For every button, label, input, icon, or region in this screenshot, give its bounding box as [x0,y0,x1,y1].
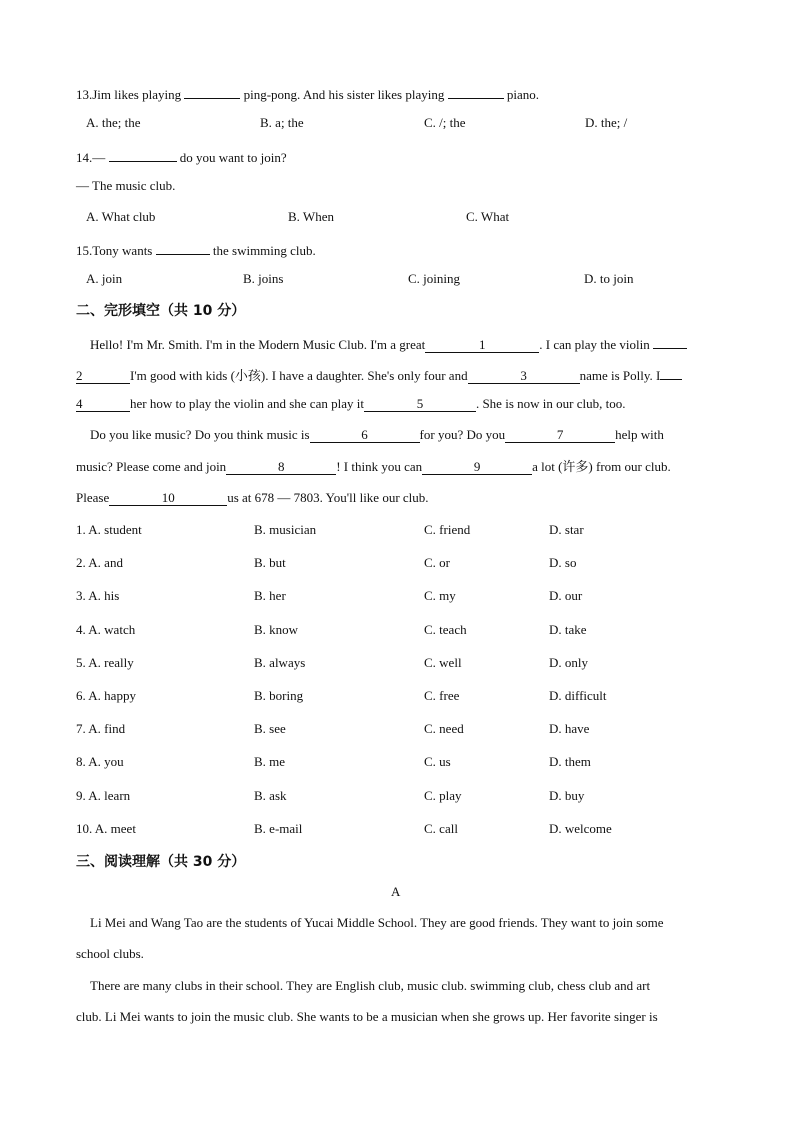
option-b: B. but [254,555,286,570]
q14-number: 14. [76,150,93,165]
cloze-blank-5: 5 [364,397,476,412]
option-d: D. our [549,588,583,603]
option-d: D. buy [549,788,585,803]
cloze-text: name is Polly. I [579,368,661,383]
option-b: B. always [254,655,306,670]
option-d: D. star [549,522,584,537]
option-b: B. see [254,721,286,736]
option-b: B. e-mail [254,821,303,836]
option-a: 3. A. his [76,588,120,603]
q15-option-a: A. join [86,271,123,286]
q14-option-c: C. What [466,209,510,224]
cloze-blank-4: 4 [76,397,130,412]
q14-blank [109,147,177,162]
option-b: B. her [254,588,286,603]
option-d: D. welcome [549,821,612,836]
cloze-blank-8: 8 [226,460,336,475]
reading-line-2: school clubs. [76,946,144,961]
q13-option-b: B. a; the [260,115,304,130]
option-c: C. my [424,588,456,603]
option-d: D. take [549,622,587,637]
cloze-blank-7: 7 [505,428,615,443]
q15-text-1: Tony wants [92,243,153,258]
option-a: 2. A. and [76,555,123,570]
cloze-text: a lot (许多) from our club. [532,459,671,474]
option-a: 6. A. happy [76,688,136,703]
cloze-text: Do you like music? Do you think music is [90,427,310,442]
q14-answer: — The music club. [76,178,176,193]
cloze-line-1 [90,334,687,353]
cloze-text: Please [76,490,110,505]
passage-label: A [391,884,401,899]
option-b: B. musician [254,522,317,537]
option-d: D. difficult [549,688,607,703]
cloze-blank-4-start [660,365,682,380]
option-a: 7. A. find [76,721,126,736]
q14-text: do you want to join? [179,150,287,165]
q13-option-a: A. the; the [86,115,141,130]
question-13 [76,84,539,103]
q13-blank-2 [448,84,504,99]
option-c: C. teach [424,622,467,637]
option-a: 4. A. watch [76,622,136,637]
q15-option-b: B. joins [243,271,284,286]
q14-option-a: A. What club [86,209,156,224]
option-b: B. me [254,754,286,769]
option-c: C. us [424,754,451,769]
reading-line-3: There are many clubs in their school. They are English club, music club. swimming club, chess club and art [90,978,651,993]
q13-blank-1 [184,84,240,99]
option-c: C. or [424,555,450,570]
cloze-blank-2: 2 [76,369,130,384]
option-c: C. well [424,655,462,670]
q13-option-c: C. /; the [424,115,466,130]
section-3-heading: 三、阅读理解（共 30 分） [76,854,246,870]
cloze-text: music? Please come and join [76,459,227,474]
q14-option-b: B. When [288,209,334,224]
cloze-text: ! I think you can [336,459,423,474]
option-c: C. friend [424,522,471,537]
cloze-text: for you? Do you [419,427,506,442]
cloze-text: her how to play the violin and she can play it [130,396,364,411]
cloze-line-6 [76,490,429,506]
q13-number: 13. [76,87,93,102]
cloze-text: us at 678 — 7803. You'll like our club. [227,490,429,505]
q15-option-c: C. joining [408,271,461,286]
question-14 [76,147,287,166]
q13-text-3: piano. [506,87,540,102]
cloze-line-5 [76,459,671,475]
option-c: C. need [424,721,464,736]
cloze-text: . She is now in our club, too. [475,396,626,411]
q14-dash: — [92,150,106,165]
option-c: C. free [424,688,460,703]
option-d: D. so [549,555,577,570]
cloze-blank-6: 6 [310,428,420,443]
option-a: 5. A. really [76,655,134,670]
cloze-blank-3: 3 [468,369,580,384]
q15-blank [156,240,210,255]
cloze-blank-9: 9 [422,460,532,475]
option-b: B. ask [254,788,287,803]
cloze-line-4 [90,427,664,443]
cloze-blank-2-start [653,334,687,349]
reading-line-1: Li Mei and Wang Tao are the students of Yucai Middle School. They are good friends. They want to join some [90,915,664,930]
option-d: D. only [549,655,588,670]
section-2-heading: 二、完形填空（共 10 分） [76,303,246,319]
option-d: D. them [549,754,591,769]
option-a: 1. A. student [76,522,142,537]
cloze-text: . I can play the violin [539,337,650,352]
cloze-blank-10: 10 [109,491,227,506]
q13-text-2: ping-pong. And his sister likes playing [243,87,445,102]
cloze-text: help with [615,427,664,442]
q15-number: 15. [76,243,93,258]
option-a: 9. A. learn [76,788,131,803]
q15-text-2: the swimming club. [212,243,316,258]
question-15 [76,240,316,259]
cloze-line-3 [76,396,625,412]
reading-line-4: club. Li Mei wants to join the music club. She wants to be a musician when she grows up. Her favorite singer is [76,1009,658,1024]
option-a: 8. A. you [76,754,124,769]
option-b: B. know [254,622,299,637]
cloze-text: I'm good with kids (小孩). I have a daughter. She's only four and [130,368,468,383]
option-c: C. play [424,788,462,803]
option-b: B. boring [254,688,304,703]
option-c: C. call [424,821,458,836]
cloze-text: Hello! I'm Mr. Smith. I'm in the Modern Music Club. I'm a great [90,337,426,352]
q13-text-1: Jim likes playing [92,87,182,102]
option-a: 10. A. meet [76,821,136,836]
cloze-line-2 [76,365,682,384]
q13-option-d: D. the; / [585,115,628,130]
cloze-blank-1: 1 [425,338,539,353]
q15-option-d: D. to join [584,271,634,286]
option-d: D. have [549,721,590,736]
